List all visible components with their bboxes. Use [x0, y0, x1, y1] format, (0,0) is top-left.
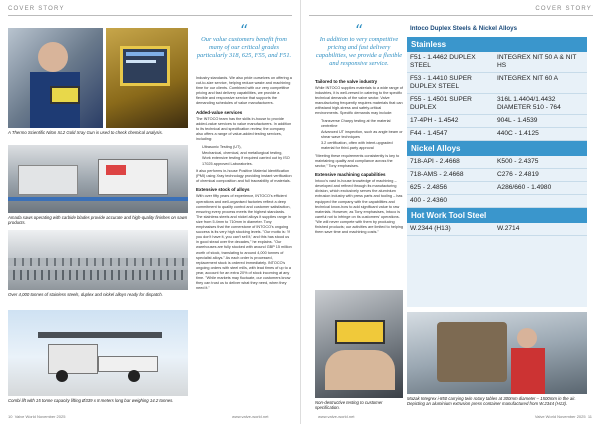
section-nickel-alloys: Nickel Alloys: [407, 141, 587, 156]
left-quote-text: Our value customers benefit from many of our critical grades particularly 318, 625, F55, and F51.: [196, 36, 292, 59]
table-cell: 904L - 1.4539: [497, 117, 538, 124]
right-header: COVER STORY: [535, 6, 592, 12]
extensive-stock-heading: Extensive stock of alloys: [196, 187, 250, 193]
left-paragraph-3: It also performs in-house Positive Material Identification (PMI) using Xray technology providing instant verification of chemical composition and full traceability of materials.: [196, 169, 292, 184]
table-cell: [497, 197, 584, 205]
left-magazine-name: Valve World November 2025: [14, 414, 66, 419]
table-row: [407, 195, 587, 208]
table-cell: A286/660 - 1.4980: [497, 184, 552, 191]
table-cell: F55 - 1.4501 SUPER DUPLEX: [410, 96, 472, 111]
left-paragraph-2: The INTOCO team has the skills in-house to provide added-value services to value manufacturers. In addition to its technical and specification review, the company also offers a range of value-added testing services, including:: [196, 116, 292, 141]
table-row: [407, 94, 587, 115]
list-item: • 3.2 certification, often with intent-upgraded material for third-party approval: [321, 141, 403, 151]
table-title: Intoco Duplex Steels & Nickel Alloys: [407, 22, 587, 37]
left-footer: [8, 414, 65, 419]
table-row: [407, 169, 587, 182]
combi-lift-photo: [8, 310, 188, 396]
list-item: • Work extensive testing if required carried out by ISO 17025 approved Laboratories.: [202, 156, 292, 166]
left-pull-quote: [196, 21, 292, 60]
right-body-column: [315, 76, 403, 284]
left-header: COVER STORY: [8, 6, 65, 12]
xray-gun-operator-photo: [8, 28, 103, 128]
table-row: [407, 73, 587, 94]
left-body-column: [196, 76, 292, 401]
right-footer: [535, 414, 592, 419]
left-footer-url: www.valve-world.net: [232, 414, 269, 419]
list-item: • Ultrasonic Testing (UT),: [202, 145, 292, 150]
section-stainless: Stainless: [407, 37, 587, 52]
xray-gun-screen-photo: [106, 28, 188, 128]
tailored-heading: Tailored to the valve industry: [315, 79, 378, 84]
table-cell: W.2344 (H13): [410, 225, 451, 232]
combi-lift-caption: Combi lift with 15 tonne capacity lifting Ø339 x 8 meters long bar weighing 14.2 tonnes.: [8, 398, 174, 403]
right-header-rule: [309, 15, 593, 16]
right-paragraph-3: Intoco's vast in-house knowledge of machining – developed and refined through its manufacturing division, which exclusively serves the aluminium extrusion industry with press parts and tooling – has equipped the company with the capabilities and technical know-how to add significant value to raw materials. However, as Tony emphasises, Intoco is careful not to infringe on its customers' operations. "We will never compete with them by producing finished products; our activities are limited to helping them save time and machining costs.": [315, 179, 403, 235]
table-cell: INTEGREX NIT 50 A & NIT HS: [497, 54, 577, 69]
mazak-integrex-caption: Mazak Integrex i-850 carrying twin rotary tables at 300mm diameter – 1500mm in the air. Depicting an aluminium extrusion press container manufactured from W.2344 (H13).: [407, 396, 576, 407]
ndt-testing-photo: [315, 290, 403, 398]
right-paragraph-2: "Meeting these requirements consistently is key to maintaining quality and compliance across the sector," Tony emphasises.: [315, 153, 400, 169]
right-quote-text: In addition to very competitive pricing and fast delivery capabilities, we provide a flexible and responsive service.: [315, 36, 403, 67]
mazak-integrex-photo: [407, 312, 587, 394]
alloys-table: [407, 22, 587, 307]
valve-demands-list: [321, 119, 403, 151]
table-cell: 440C - 1.4125: [497, 130, 539, 137]
quote-mark-icon: “: [239, 21, 249, 40]
testing-services-list: [202, 145, 292, 167]
table-row: [407, 223, 587, 236]
right-footer-url: www.valve-world.net: [318, 414, 355, 419]
list-item: • Mechanical, chemical, and metallurgical testing,: [202, 151, 292, 156]
table-row: [407, 182, 587, 195]
xray-gun-caption: A Thermo Scientific Niton XL2 Gold Xray Gun is used to check chemical analysis.: [8, 130, 163, 135]
table-cell: INTEGREX NIT 60 A: [497, 75, 559, 82]
left-paragraph-4: With over fifty years of experience, INTOCO's efficient operations and well-organised factories reflect a deep commitment to quality control and customer satisfaction, ensuring every process meets the highest standards. The stainless steels and nickel alloys it supplies range in size from 5.4mm to 710mm in diameter. Tony emphasises that the cornerstone of INTOCO's ongoing success is its very high stocking levels. "Our motto is: 'If you don't have it, you can't sell it,' and this has stood us in good stead over the decades," he explains. "Our warehouses are fully stocked with around GBP 15 million worth of stock, translating to around 4,000 tonnes of specialist alloys." As each order is processed, replacement stock is ordered immediately. INTOCO's ongoing orders with steel mills, with lead times of up to a year, account for an extra 20% of stock incoming at any time. "While markets may fluctuate, our customers know they can trust us to deliver what they need, when they need it.": [196, 194, 292, 291]
list-item: • Advanced UT inspection, such as angle beam or shear wave techniques: [321, 130, 403, 140]
amada-saws-photo: [8, 145, 188, 213]
left-header-rule: [8, 15, 292, 16]
right-paragraph-1: While INTOCO supplies materials to a wide range of industries, it is well-versed in catering to the specific technical demands of the valve sector. Valve manufacturing frequently requires materials that can withstand high-stress and safety-critical environments. Specific demands may include:: [315, 86, 403, 116]
table-cell: 400 - 2.4360: [410, 197, 448, 204]
table-cell: 17-4PH - 1.4542: [410, 117, 459, 124]
machining-heading: Extensive machining capabilities: [315, 172, 386, 178]
table-cell: 625 - 2.4856: [410, 184, 448, 191]
table-cell: 316L 1.4404/1.4432 DIAMETER 510 - 764: [497, 96, 561, 111]
section-hot-work-tool-steel: Hot Work Tool Steel: [407, 208, 587, 223]
left-page-number: 10: [8, 414, 13, 419]
right-magazine-name: Valve World November 2025: [534, 414, 586, 419]
table-cell: F51 - 1.4462 DUPLEX STEEL: [410, 54, 476, 69]
amada-saws-caption: Amada saws operating with carbide blades provide accurate and high-quality finishes on sawn products.: [8, 215, 188, 226]
table-row: [407, 115, 587, 128]
right-page-number: 11: [587, 414, 592, 419]
left-paragraph-1: Industry standards. We also pride ourselves on offering a cut-to-size service, helping reduce waste and machining time for our clients. Combined with our very competitive pricing and fast delivery capabilities, we provide a flexible and responsive service that supports the demanding schedules of value manufacturers.: [196, 76, 292, 106]
list-item: • Transverse Charpy testing at the material centreline: [321, 119, 403, 129]
table-row: [407, 52, 587, 73]
table-row: [407, 156, 587, 169]
ndt-testing-caption: Non-destructive testing to customer specification.: [315, 400, 383, 411]
table-cell: K500 - 2.4375: [497, 158, 539, 165]
quote-mark-icon: “: [354, 21, 364, 40]
table-cell: C276 - 2.4819: [497, 171, 539, 178]
added-value-heading: Added-value services: [196, 109, 243, 115]
table-cell: F53 - 1.4410 SUPER DUPLEX STEEL: [410, 75, 472, 90]
stock-bars-photo: [8, 230, 188, 290]
table-cell: W.2714: [497, 225, 520, 232]
stock-bars-caption: Over 4,000 tonnes of stainless steels, duplex and nickel alloys ready for dispatch.: [8, 292, 163, 297]
table-cell: 718-API - 2.4668: [410, 158, 460, 165]
right-pull-quote: [315, 21, 403, 68]
table-row: [407, 128, 587, 141]
table-cell: 718-AMS - 2.4668: [410, 171, 464, 178]
table-cell: F44 - 1.4547: [410, 130, 448, 137]
